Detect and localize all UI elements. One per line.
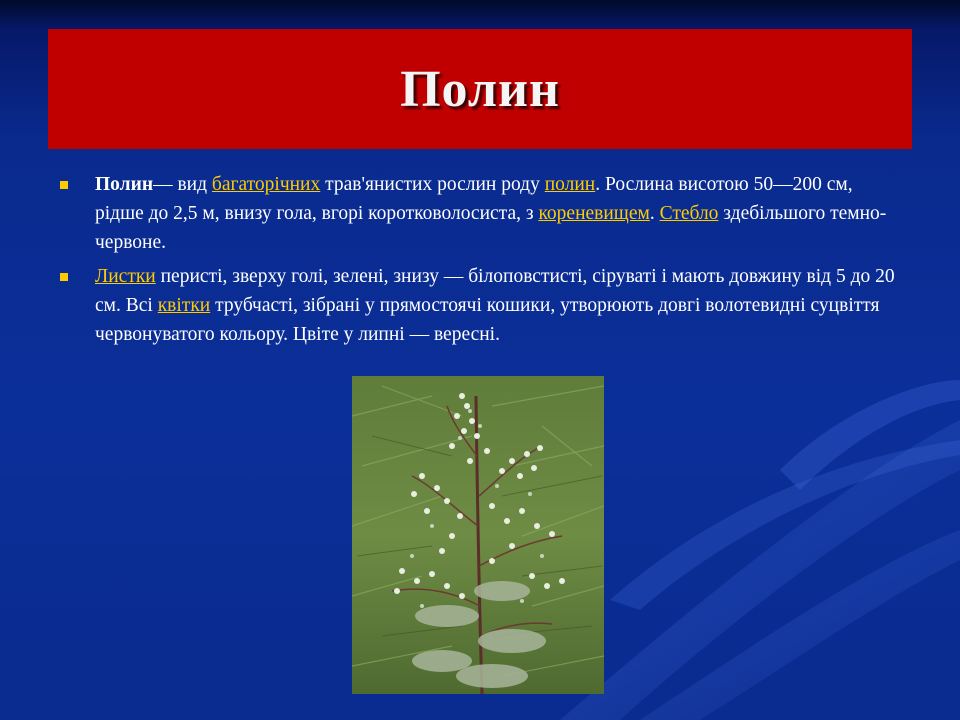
text-run: трубчасті, зібрані у прямостоячі кошики, утворюють довгі волотевидні суцвіття червонуватого кольору. Цвіте у липні — вересні.: [95, 295, 880, 345]
link-leaves[interactable]: Листки: [95, 266, 156, 287]
square-bullet-icon: [60, 273, 68, 281]
link-rhizome[interactable]: кореневищем: [538, 203, 650, 224]
bullet-paragraph-1: [58, 170, 898, 257]
wormwood-plant-photo: [352, 376, 604, 694]
text-run: трав'янистих рослин роду: [320, 174, 545, 195]
link-perennial[interactable]: багаторічних: [211, 174, 321, 195]
link-genus[interactable]: полин: [544, 174, 596, 195]
title-bar: [48, 29, 912, 149]
text-run: .: [649, 203, 660, 224]
text-run: здебільшого темно-червоне.: [95, 203, 887, 253]
term-bold: Полин: [95, 174, 154, 195]
text-run: перисті, зверху голі, зелені, знизу — білоповстисті, сіруваті і мають довжину від 5 до 20 см. Всі: [95, 266, 895, 316]
text-run: . Рослина висотою 50—200 см, рідше до 2,5 м, внизу гола, вгорі коротковолосиста, з: [95, 174, 853, 224]
square-bullet-icon: [60, 181, 68, 189]
slide-title: Полин: [400, 60, 560, 118]
slide-body: [58, 170, 898, 354]
link-stem[interactable]: Стебло: [659, 203, 719, 224]
text-run: — вид: [153, 174, 212, 195]
link-flowers[interactable]: квітки: [157, 295, 211, 316]
bullet-paragraph-2: [58, 262, 898, 349]
